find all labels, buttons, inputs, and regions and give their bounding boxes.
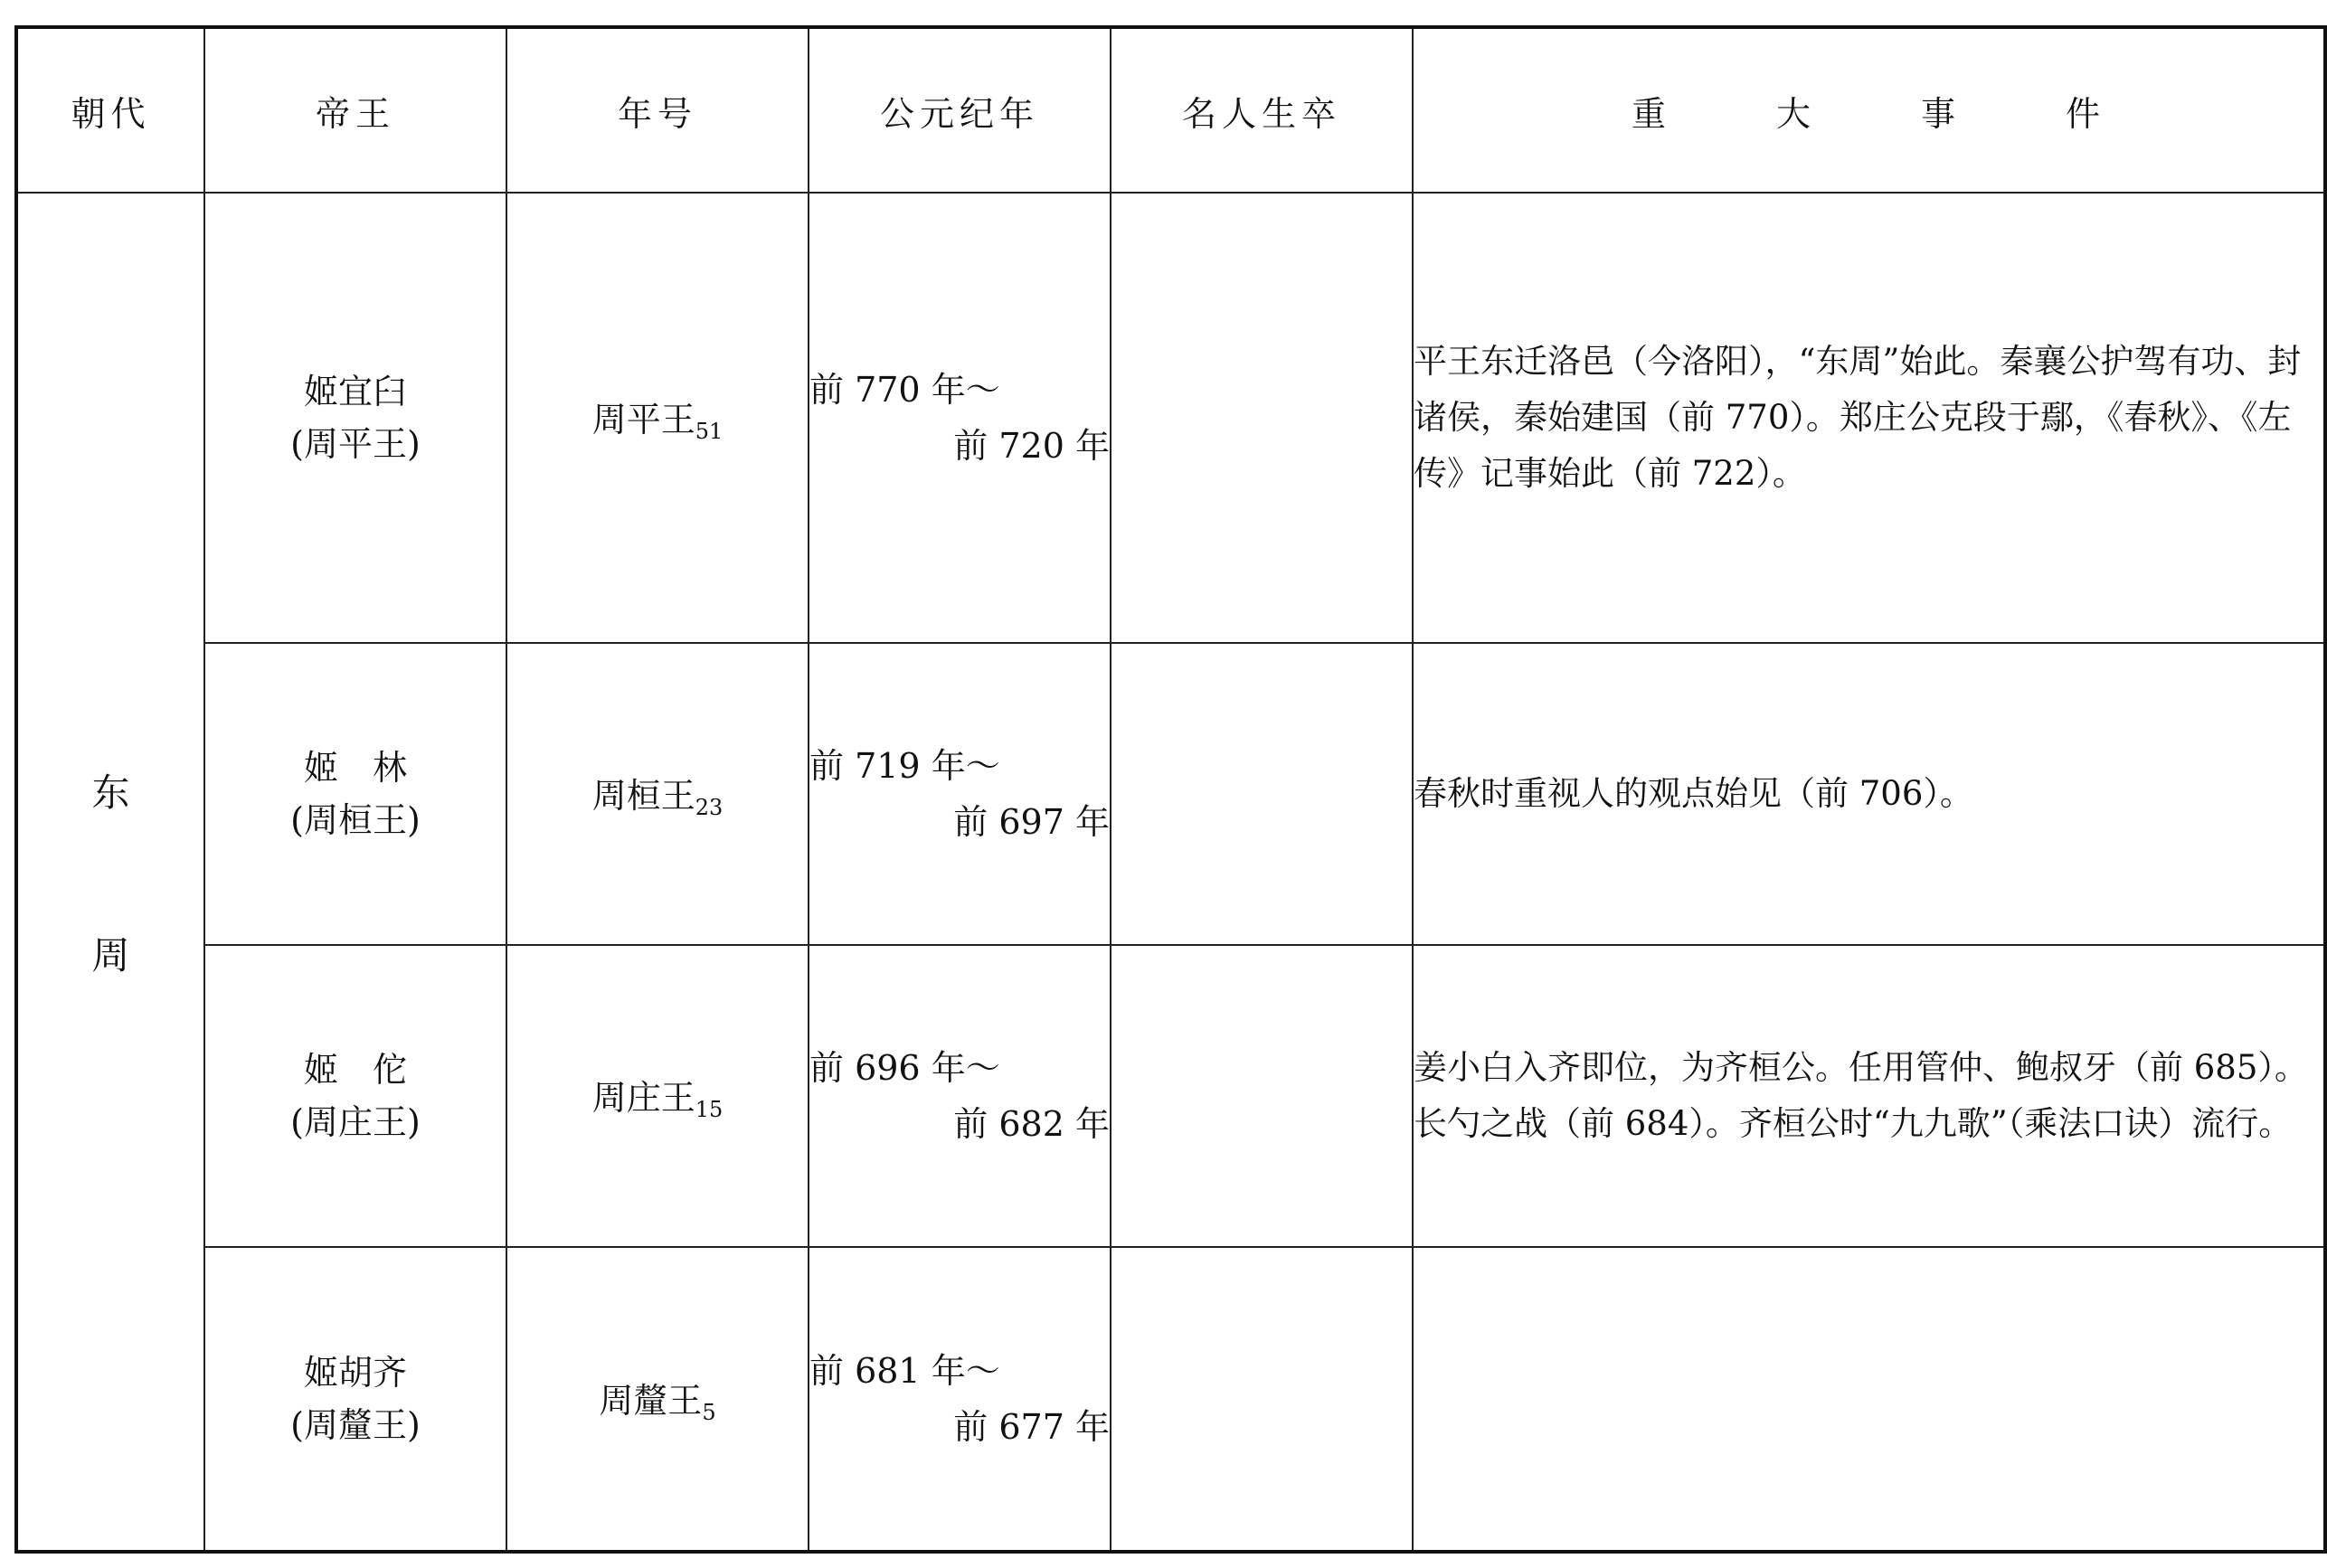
reign-title-cell [506,945,809,1247]
header-dynasty: 朝代 [16,27,204,193]
dynasty-char: 周 [91,933,130,978]
major-events-cell: 平王东迁洛邑（今洛阳），“东周”始此。秦襄公护驾有功、封诸侯，秦始建国（前 770）。郑庄公克段于鄢，《春秋》、《左传》记事始此（前 722）。 [1413,193,2325,643]
header-row [16,27,2325,193]
header-major-events-char: 件 [2066,93,2106,134]
ad-years-cell [809,643,1111,945]
table-row [16,193,2325,643]
header-ad-years: 公元纪年 [809,27,1111,193]
ruler-title: (周釐王) [290,1405,421,1446]
end-year: 前 697 年 [953,802,1110,843]
header-major-events-char: 重 [1631,93,1671,134]
header-major-events [1413,27,2325,193]
ruler-cell [204,945,506,1247]
end-year: 前 677 年 [953,1407,1110,1448]
reign-years: 23 [695,795,724,821]
ad-years-cell [809,193,1111,643]
table-row [16,945,2325,1247]
reign-title-cell [506,643,809,945]
header-notable-people: 名人生卒 [1111,27,1413,193]
notable-people-cell [1111,643,1413,945]
ruler-title: (周平王) [290,424,421,465]
start-year: 前 719 年～ [809,746,1000,787]
dynasty-char: 东 [91,770,130,815]
ruler-title: (周庄王) [290,1102,421,1143]
chronology-table [14,25,2327,1554]
table-row [16,643,2325,945]
reign-name: 周釐王 [599,1381,703,1422]
ruler-cell [204,193,506,643]
ruler-personal-name: 姬胡齐 [303,1353,407,1393]
end-year: 前 682 年 [953,1104,1110,1145]
ruler-title: (周桓王) [290,800,421,841]
major-events-cell: 春秋时重视人的观点始见（前 706）。 [1413,643,2325,945]
reign-years: 15 [695,1097,724,1123]
ruler-cell [204,1247,506,1552]
header-reign-title: 年号 [506,27,809,193]
start-year: 前 770 年～ [809,370,1000,411]
reign-title-cell [506,193,809,643]
start-year: 前 681 年～ [809,1351,1000,1392]
notable-people-cell [1111,945,1413,1247]
reign-title-cell [506,1247,809,1552]
header-major-events-char: 事 [1921,93,1962,134]
header-major-events-char: 大 [1775,93,1816,134]
reign-name: 周平王 [591,400,695,440]
ruler-personal-name: 姬 林 [303,748,407,789]
dynasty-cell [16,193,204,1552]
reign-name: 周庄王 [591,1078,695,1119]
ad-years-cell [809,1247,1111,1552]
ad-years-cell [809,945,1111,1247]
notable-people-cell [1111,193,1413,643]
notable-people-cell [1111,1247,1413,1552]
reign-years: 51 [695,419,724,445]
header-ruler: 帝王 [204,27,506,193]
reign-years: 5 [702,1400,716,1426]
major-events-cell: 姜小白入齐即位，为齐桓公。任用管仲、鲍叔牙（前 685）。长勺之战（前 684）。齐桓公时“九九歌”（乘法口诀）流行。 [1413,945,2325,1247]
ruler-personal-name: 姬宜臼 [303,372,407,412]
end-year: 前 720 年 [953,426,1110,467]
start-year: 前 696 年～ [809,1048,1000,1089]
major-events-cell [1413,1247,2325,1552]
reign-name: 周桓王 [591,776,695,817]
ruler-cell [204,643,506,945]
table-row [16,1247,2325,1552]
ruler-personal-name: 姬 佗 [303,1050,407,1091]
